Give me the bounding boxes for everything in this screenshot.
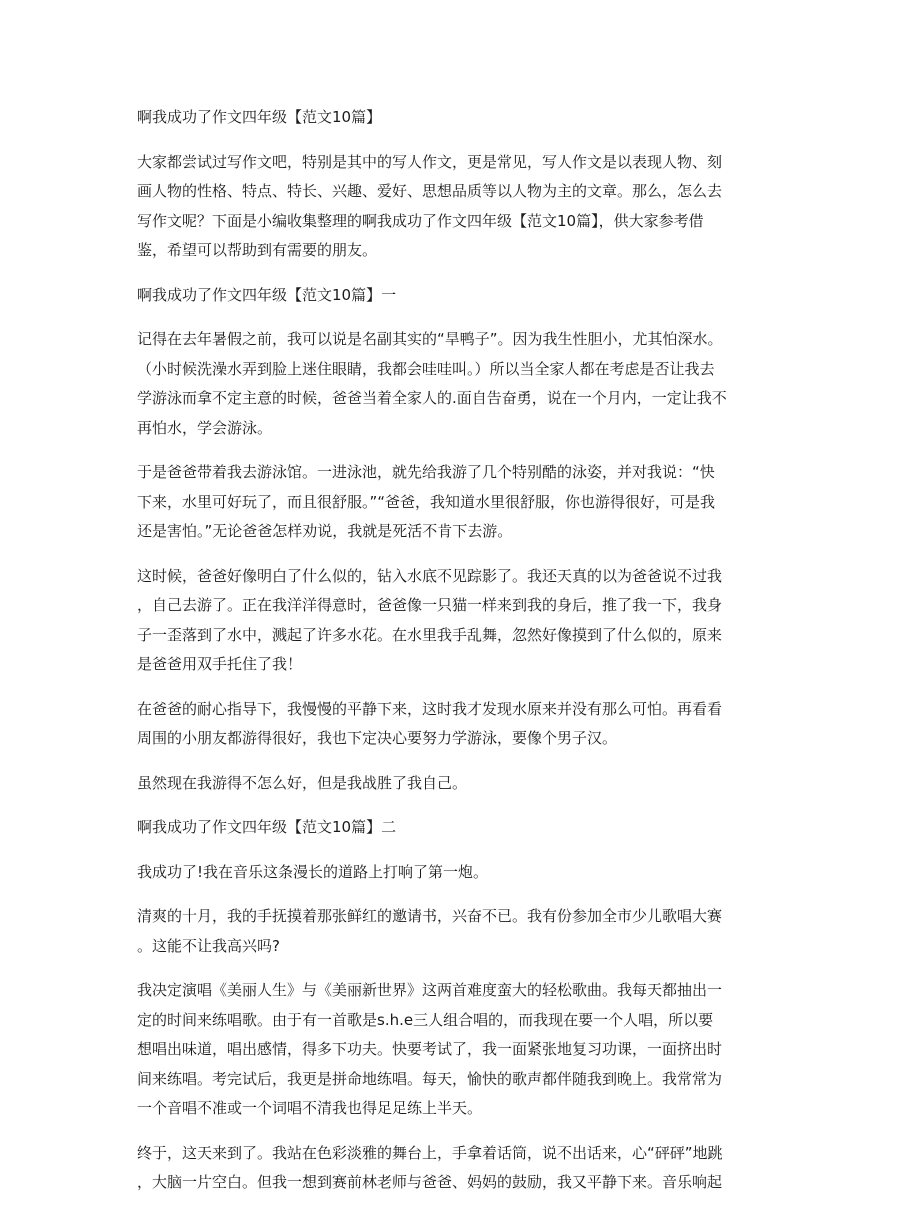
paragraph: 终于，这天来到了。我站在色彩淡雅的舞台上，手拿着话筒，说不出话来，心“砰砰”地跳 ，大脑一片空白。但我一想到赛前林老师与爸爸、妈妈的鼓励，我又平静下来。音乐响起 — [137, 1143, 723, 1191]
paragraph: 虽然现在我游得不怎么好，但是我战胜了我自己。 — [137, 773, 468, 792]
paragraph: 在爸爸的耐心指导下，我慢慢的平静下来，这时我才发现水原来并没有那么可怕。再看看 周围的小朋友都游得很好，我也下定决心要努力学游泳，要像个男子汉。 — [137, 699, 723, 747]
section-2-heading: 啊我成功了作文四年级【范文10篇】二 — [137, 818, 397, 836]
paragraph: 我成功了!我在音乐这条漫长的道路上打响了第一炮。 — [137, 862, 489, 881]
document-title: 啊我成功了作文四年级【范文10篇】 — [137, 108, 382, 126]
intro-paragraph: 大家都尝试过写作文吧，特别是其中的写人作文，更是常见，写人作文是以表现人物、刻 画人物的性格、特点、特长、兴趣、爱好、思想品质等以人物为主的文章。那么，怎么去 写作文呢？下面是小编收集整理的啊我成功了作文四年级【范文10篇】，供大家参考借 鉴，希望可以帮助到有需要的朋友。 — [137, 152, 723, 259]
paragraph: 记得在去年暑假之前，我可以说是名副其实的“旱鸭子”。因为我生性胆小，尤其怕深水。 （小时候洗澡水弄到脸上迷住眼睛，我都会哇哇叫。）所以当全家人都在考虑是否让我去 学游泳而拿不定主意的时候，爸爸当着全家人的.面自告奋勇，说在一个月内，一定让我不 再怕水，学会游泳。 — [137, 330, 727, 437]
paragraph: 我决定演唱《美丽人生》与《美丽新世界》这两首难度蛮大的轻松歌曲。我每天都抽出一 定的时间来练唱歌。由于有一首歌是s.h.e三人组合唱的，而我现在要一个人唱，所以要 想唱出味道，唱出感情，得多下功夫。快要考试了，我一面紧张地复习功课，一面挤出时 间来练唱。考完试后，我更是拼命地练唱。每天，愉快的歌声都伴随我到晚上。我常常为 一个音唱不准或一个词唱不清我也得足足练上半天。 — [137, 981, 723, 1117]
document-page — [137, 103, 787, 1213]
paragraph: 这时候，爸爸好像明白了什么似的，钻入水底不见踪影了。我还天真的以为爸爸说不过我 ，自己去游了。正在我洋洋得意时，爸爸像一只猫一样来到我的身后，推了我一下，我身 子一歪落到了水中，溅起了许多水花。在水里我手乱舞，忽然好像摸到了什么似的，原来 是爸爸用双手托住了我！ — [137, 566, 723, 673]
paragraph: 清爽的十月，我的手抚摸着那张鲜红的邀请书，兴奋不已。我有份参加全市少儿歌唱大赛 。这能不让我高兴吗? — [137, 907, 723, 955]
section-1-heading: 啊我成功了作文四年级【范文10篇】一 — [137, 285, 397, 304]
paragraph: 于是爸爸带着我去游泳馆。一进泳池，就先给我游了几个特别酷的泳姿，并对我说：“快 下来，水里可好玩了，而且很舒服。”“爸爸，我知道水里很舒服，你也游得很好，可是我 还是害怕。”无论爸爸怎样劝说，我就是死活不肯下去游。 — [137, 463, 716, 540]
